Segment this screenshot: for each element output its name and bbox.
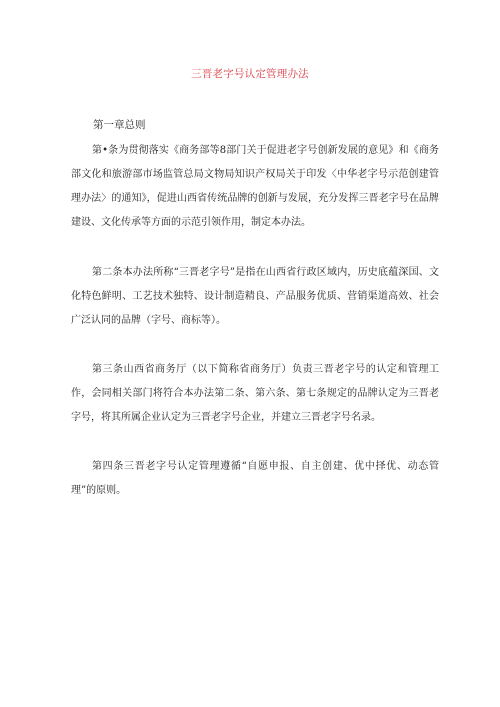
article-4-paragraph: 第四条三晋老字号认定管理遵循“自愿申报、自主创建、优中择优、动态管理”的原则。 bbox=[71, 461, 439, 496]
article-2-paragraph: 第二条本办法所称“三晋老字号”是指在山西省行政区域内，历史底蕴深国、文化特色鲜明、工艺技术独特、设计制造精良、产品服务优质、营销渠道高效、社会广泛认同的品牌（字号、商标等）。 bbox=[71, 267, 439, 326]
article-3-paragraph: 第三条山西省商务厅（以下简称省商务厅）负责三晋老字号的认定和管理工作，会同相关部门将符合本办法第二条、第六条、第七条规定的品牌认定为三晋老字号，将其所属企业认定为三晋老字号企业，并建立三晋老字号名录。 bbox=[71, 364, 439, 423]
document-title: 三晋老字号认定管理办法 bbox=[191, 68, 309, 80]
chapter-heading: 第一章总则 bbox=[93, 119, 146, 131]
article-1-paragraph: 第•条为贯彻落实《商务部等8部门关于促进老字号创新发展的意见》和《商务部文化和旅游部市场监管总局文物局知识产权局关于印发〈中华老字号示范创建管理办法〉的通知》，促进山西省传统品牌的创新与发展，充分发挥三晋老字号在品牌建设、文化传承等方面的示范引领作用，制定本办法。 bbox=[71, 145, 439, 228]
